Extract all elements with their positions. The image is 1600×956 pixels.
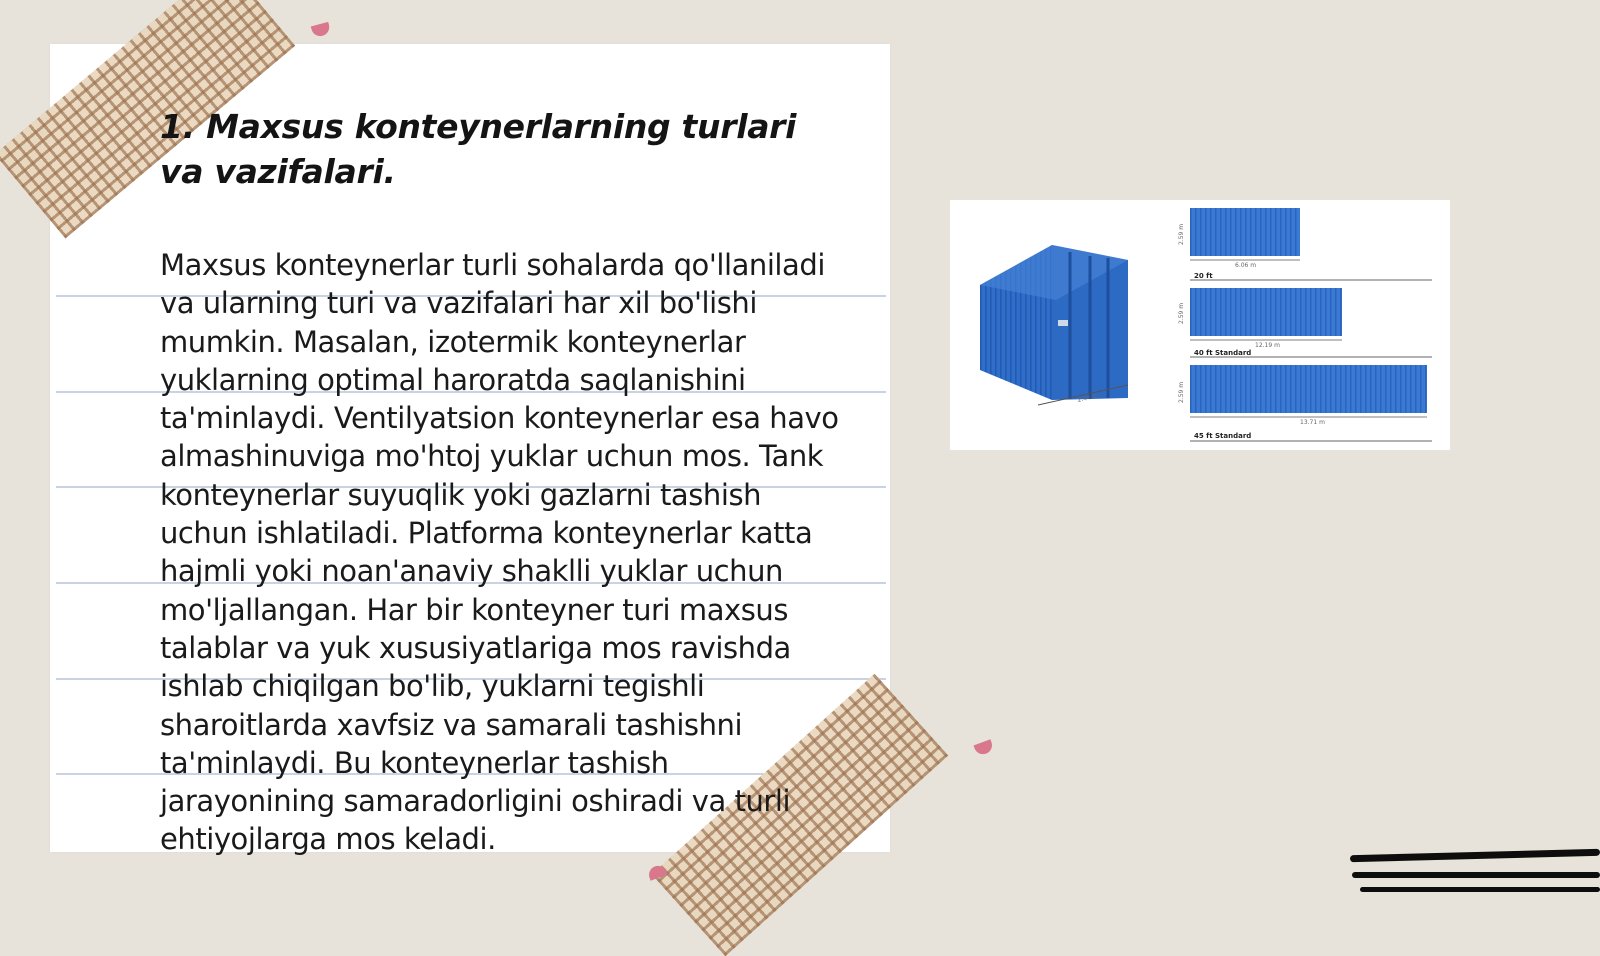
length-label: 13.71 m xyxy=(1300,419,1325,426)
container-40ft xyxy=(1178,288,1432,357)
container-size-label: 40 ft Standard xyxy=(1194,349,1252,357)
height-label: 2.59 m xyxy=(1178,302,1185,324)
slide-title: 1. Maxsus konteynerlarning turlari va vazifalari. xyxy=(160,107,797,191)
height-label: 2.59 m xyxy=(1178,223,1185,245)
length-label: 6.06 m xyxy=(1235,262,1257,269)
pin-decoration xyxy=(973,739,994,756)
container-20ft xyxy=(1178,208,1432,280)
container-45ft xyxy=(1178,365,1432,441)
brush-stroke-decoration xyxy=(1352,872,1600,878)
container-width-label: 2.44 m xyxy=(1076,392,1100,404)
length-label: 12.19 m xyxy=(1255,342,1280,349)
brush-stroke-decoration xyxy=(1350,849,1600,863)
container-3d-icon xyxy=(980,245,1128,405)
container-size-label: 45 ft Standard xyxy=(1194,432,1252,440)
container-dimensions-figure xyxy=(950,200,1450,450)
slide-body-text: Maxsus konteynerlar turli sohalarda qo'llaniladi va ularning turi va vazifalari har xil bo'lishi mumkin. Masalan, izotermik konteynerlar yuklarning optimal haroratda saqlanishini ta'minlaydi. Ventilyatsion konteynerlar esa havo almashinuviga mo'htoj yuklar uchun mos. Tank konteynerlar suyuqlik yoki gazlarni tashish uchun ishlatiladi. Platforma konteynerlar katta hajmli yoki noan'anaviy shaklli yuklar uchun mo'ljallangan. Har bir konteyner turi maxsus talablar va yuk xususiyatlariga mos ravishda ishlab chiqilgan bo'lib, yuklarni tegishli sharoitlarda xavfsiz va samarali tashishni ta'minlaydi. Bu konteynerlar tashish jarayonining samaradorligini oshiradi va turli ehtiyojlarga mos keladi. xyxy=(160,248,839,857)
container-size-label: 20 ft xyxy=(1194,272,1213,280)
pin-decoration xyxy=(311,22,331,38)
brush-stroke-decoration xyxy=(1360,887,1600,892)
container-illustration xyxy=(950,200,1450,450)
height-label: 2.59 m xyxy=(1178,381,1185,403)
